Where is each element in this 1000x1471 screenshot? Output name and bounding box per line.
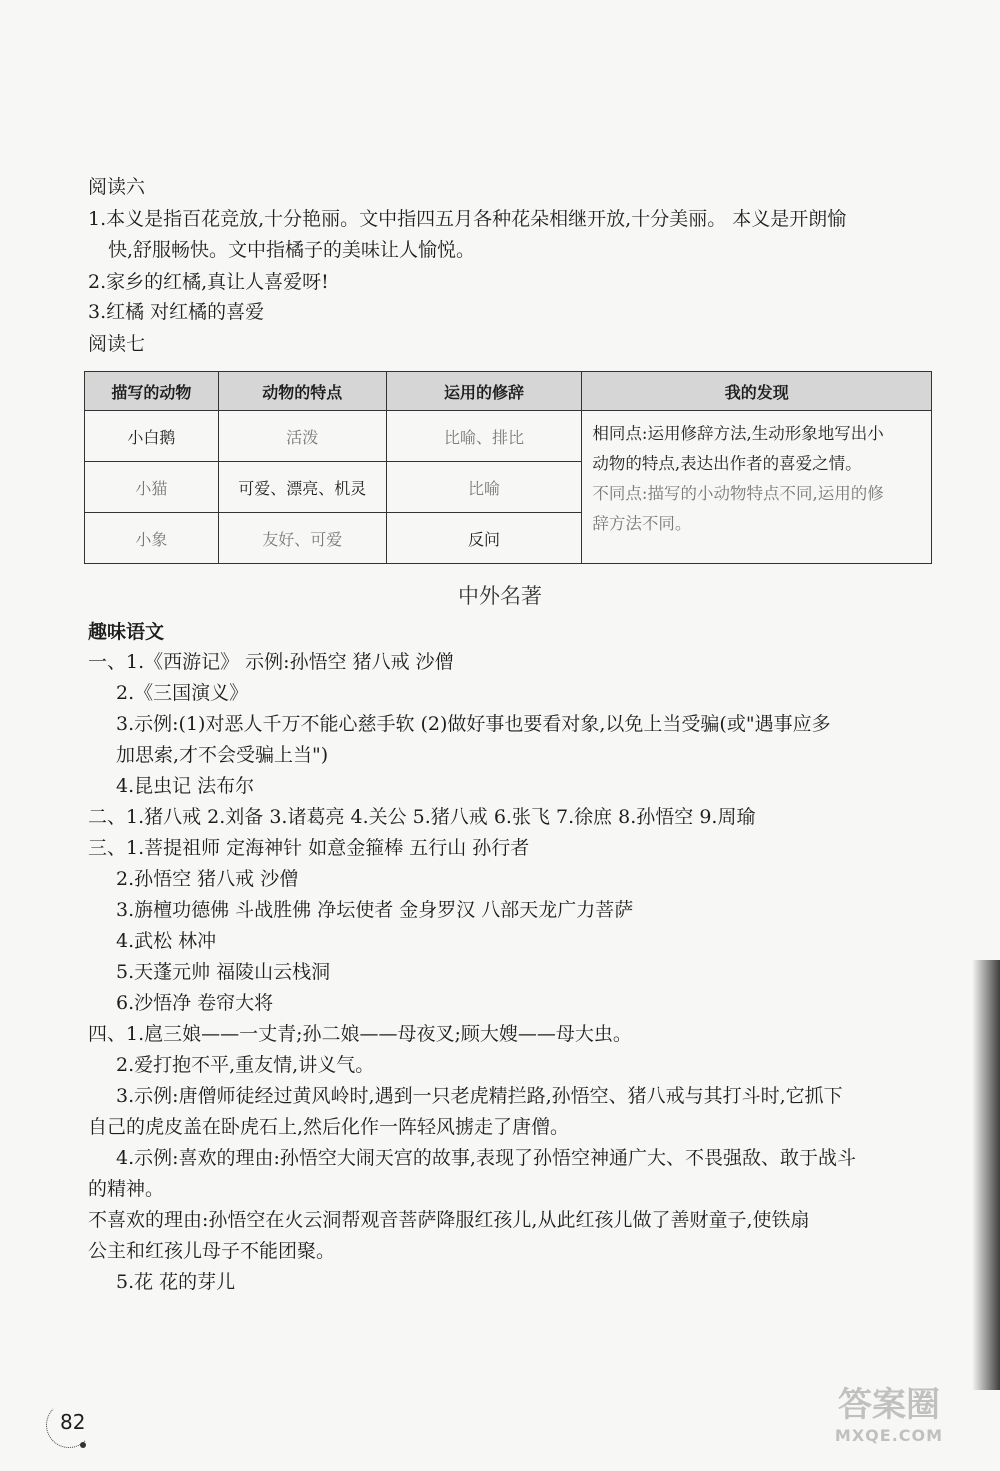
finding-diff-line1: 不同点:描写的小动物特点不同,运用的修 <box>592 484 884 503</box>
table-cell-rhetoric: 比喻 <box>386 462 582 513</box>
reading6-heading: 阅读六 <box>88 176 146 198</box>
part3-item: 5.天蓬元帅 福陵山云栈洞 <box>116 961 331 983</box>
part4-item: 自己的虎皮盖在卧虎石上,然后化作一阵轻风掳走了唐僧。 <box>88 1116 570 1138</box>
reading7-table <box>84 371 932 564</box>
table-cell-finding <box>582 411 932 564</box>
finding-diff-line2: 辞方法不同。 <box>592 514 692 533</box>
part1-item: 加思索,才不会受骗上当") <box>116 744 329 766</box>
binding-shadow <box>972 960 1000 1390</box>
table-cell-animal: 小白鹅 <box>85 411 219 462</box>
reading6-q3: 3.红橘 对红橘的喜爱 <box>88 301 265 323</box>
table-row <box>85 411 932 462</box>
part1-item: 3.示例:(1)对恶人千万不能心慈手软 (2)做好事也要看对象,以免上当受骗(或"遇事应多 <box>116 713 831 735</box>
fun-chinese-heading: 趣味语文 <box>88 621 165 643</box>
table-cell-trait: 友好、可爱 <box>218 513 386 564</box>
table-cell-animal: 小猫 <box>85 462 219 513</box>
part4-item: 不喜欢的理由:孙悟空在火云洞帮观音菩萨降服红孩儿,从此红孩儿做了善财童子,使铁扇 <box>88 1209 810 1231</box>
part3-item: 三、1.菩提祖师 定海神针 如意金箍棒 五行山 孙行者 <box>88 837 530 859</box>
part4-item: 5.花 花的芽儿 <box>116 1271 236 1293</box>
part2-item: 二、1.猪八戒 2.刘备 3.诸葛亮 4.关公 5.猪八戒 6.张飞 7.徐庶 8.孙悟空 9.周瑜 <box>88 806 756 828</box>
table-cell-rhetoric: 比喻、排比 <box>386 411 582 462</box>
part1-item: 2.《三国演义》 <box>116 682 249 704</box>
watermark-logo <box>794 1377 984 1457</box>
table-header: 运用的修辞 <box>386 372 582 411</box>
part3-item: 3.旃檀功德佛 斗战胜佛 净坛使者 金身罗汉 八部天龙广力菩萨 <box>116 899 634 921</box>
page-number <box>46 1402 96 1452</box>
page-number-text: 82 <box>60 1410 86 1434</box>
table-header-row <box>85 372 932 411</box>
part4-item: 公主和红孩儿母子不能团聚。 <box>88 1240 336 1262</box>
table-cell-rhetoric: 反问 <box>386 513 582 564</box>
watermark-main: 答案圈 <box>838 1385 940 1425</box>
reading7-heading: 阅读七 <box>88 333 146 355</box>
part1-item: 一、1.《西游记》 示例:孙悟空 猪八戒 沙僧 <box>88 651 454 673</box>
table-header: 描写的动物 <box>85 372 219 411</box>
part4-item: 2.爱打抱不平,重友情,讲义气。 <box>116 1054 375 1076</box>
table-header: 动物的特点 <box>218 372 386 411</box>
part3-item: 2.孙悟空 猪八戒 沙僧 <box>116 868 299 890</box>
table-cell-trait: 可爱、漂亮、机灵 <box>218 462 386 513</box>
part4-item: 3.示例:唐僧师徒经过黄风岭时,遇到一只老虎精拦路,孙悟空、猪八戒与其打斗时,它抓下 <box>116 1085 843 1107</box>
watermark-sub: MXQE.COM <box>834 1426 944 1445</box>
table-cell-trait: 活泼 <box>218 411 386 462</box>
page-number-dot <box>80 1442 86 1448</box>
table-cell-animal: 小象 <box>85 513 219 564</box>
reading6-q1-line2: 快,舒服畅快。文中指橘子的美味让人愉悦。 <box>108 239 476 261</box>
finding-same-line1: 相同点:运用修辞方法,生动形象地写出小 <box>592 424 884 443</box>
part4-item: 四、1.扈三娘——一丈青;孙二娘——母夜叉;顾大嫂——母大虫。 <box>88 1023 632 1045</box>
part4-item: 4.示例:喜欢的理由:孙悟空大闹天宫的故事,表现了孙悟空神通广大、不畏强敌、敢于战斗 <box>116 1147 856 1169</box>
part3-item: 6.沙悟净 卷帘大将 <box>116 992 274 1014</box>
part1-item: 4.昆虫记 法布尔 <box>116 775 255 797</box>
finding-same-line2: 动物的特点,表达出作者的喜爱之情。 <box>592 454 862 473</box>
reading6-q1-line1: 1.本义是指百花竞放,十分艳丽。文中指四五月各种花朵相继开放,十分美丽。 本义是开朗愉 <box>88 208 847 230</box>
table-header: 我的发现 <box>582 372 932 411</box>
section-title: 中外名著 <box>458 584 542 608</box>
part3-item: 4.武松 林冲 <box>116 930 217 952</box>
part4-item: 的精神。 <box>88 1178 165 1200</box>
reading6-q2: 2.家乡的红橘,真让人喜爱呀! <box>88 271 329 293</box>
